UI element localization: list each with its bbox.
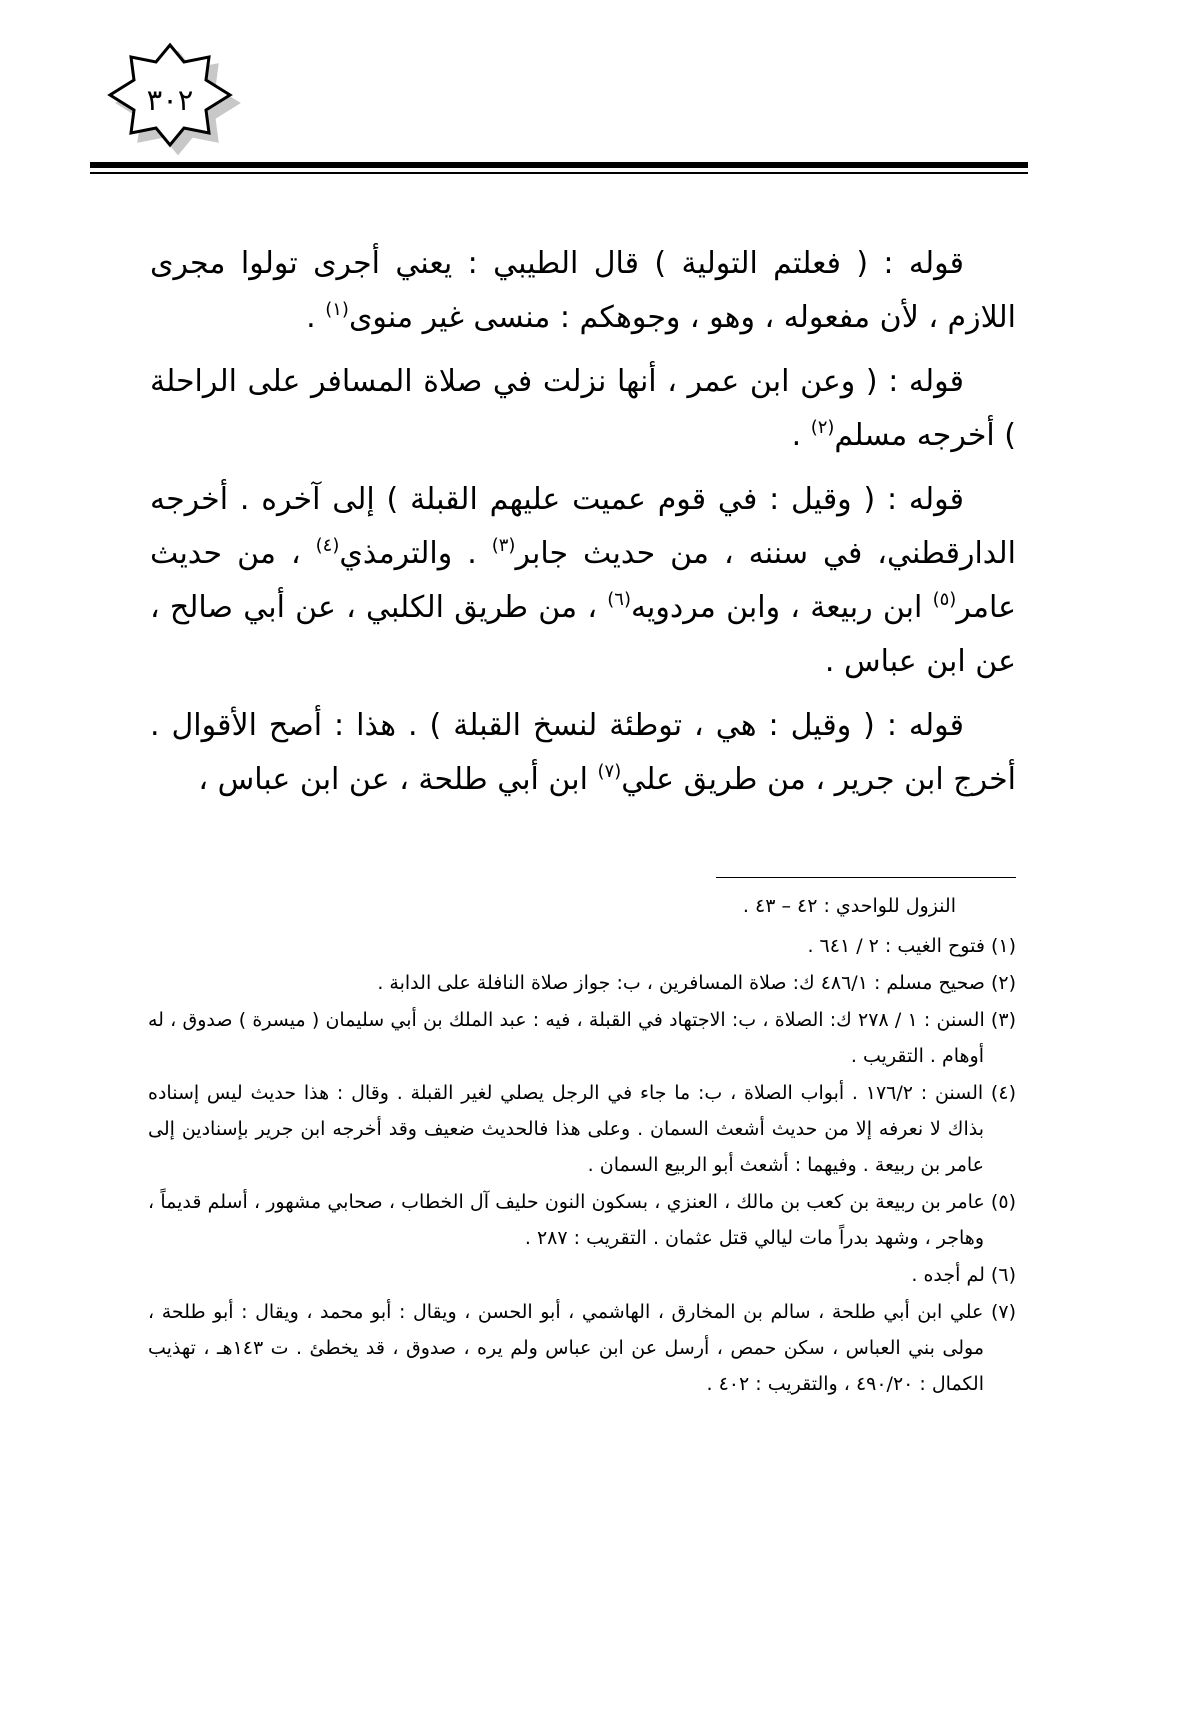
text-segment: ، من حديث عامر — [150, 536, 1016, 625]
text-segment: قوله : ( وعن ابن عمر ، أنها نزلت في صلاة المسافر على الراحلة ) أخرجه مسلم — [150, 364, 1016, 453]
footnote-item: (٤) السنن : ١٧٦/٢ . أبواب الصلاة ، ب: ما جاء في الرجل يصلي لغير القبلة . وقال : هذا حديث ليس إسناده بذاك لا نعرفه إلا من حديث أشعث السمان . وعلى هذا فالحديث ضعيف وقد أخرجه ابن جرير بإسنادين إلى عامر بن ربيعة . وفيهما : أشعث أبو الربيع السمان . — [148, 1082, 1016, 1176]
main-text — [150, 237, 1016, 817]
footnote-ref: (٤) — [315, 535, 340, 556]
footnote-list — [148, 928, 1016, 1402]
footnote-ref: (١) — [325, 299, 349, 320]
footnote-ref: (٧) — [597, 761, 622, 782]
paragraph — [150, 699, 1016, 807]
text-segment: قوله : ( وقيل : هي ، توطئة لنسخ القبلة ) . هذا : أصح الأقوال . أخرج ابن جرير ، من طريق علي — [150, 708, 1016, 797]
footnote-item: (١) فتوح الغيب : ٢ / ٦٤١ . — [807, 935, 1016, 957]
footnote-item: (٣) السنن : ١ / ٢٧٨ ك: الصلاة ، ب: الاجتهاد في القبلة ، فيه : عبد الملك بن أبي سليمان ( ميسرة ) صدوق ، له أوهام . التقريب . — [148, 1009, 1016, 1067]
footnote-item: (٦) لم أجده . — [911, 1264, 1016, 1286]
footnote-ref: (٥) — [932, 589, 957, 610]
text-segment: . — [791, 418, 811, 453]
footnote-separator — [716, 877, 1016, 878]
footnote-ref: (٦) — [607, 589, 631, 610]
paragraph — [150, 473, 1016, 689]
text-segment: ابن ربيعة ، وابن مردويه — [630, 590, 933, 625]
header-rule — [90, 162, 1028, 168]
footnote-source: النزول للواحدي : ٤٢ – ٤٣ . — [742, 895, 956, 917]
text-segment: ابن أبي طلحة ، عن ابن عباس ، — [198, 762, 598, 797]
footnote-item: (٢) صحيح مسلم : ٤٨٦/١ ك: صلاة المسافرين ، ب: جواز صلاة النافلة على الدابة . — [377, 972, 1016, 994]
header-rule-thin — [90, 172, 1028, 174]
footnote-ref: (٣) — [491, 535, 516, 556]
paragraph — [150, 355, 1016, 463]
footnote-item: (٥) عامر بن ربيعة بن كعب بن مالك ، العنزي ، بسكون النون حليف آل الخطاب ، صحابي مشهور ، أسلم قديماً ، وهاجر ، وشهد بدراً مات ليالي قتل عثمان . التقريب : ٢٨٧ . — [148, 1191, 1016, 1249]
paragraph — [150, 237, 1016, 345]
page-number: ٣٠٢ — [146, 83, 194, 117]
text-segment: . والترمذي — [339, 536, 492, 571]
footnotes — [148, 888, 1016, 1403]
text-segment: قوله : ( فعلتم التولية ) قال الطيبي : يعني أجرى تولوا مجرى اللازم ، لأن مفعوله ، وهو ، وجوهكم : منسى غير منوى — [150, 246, 1016, 335]
text-segment: ، من طريق الكلبي ، عن أبي صالح ، عن ابن عباس . — [150, 590, 1016, 679]
text-segment: . — [306, 300, 326, 335]
footnote-ref: (٢) — [810, 417, 835, 438]
page-number-badge — [100, 40, 250, 170]
footnote-item: (٧) علي ابن أبي طلحة ، سالم بن المخارق ، الهاشمي ، أبو الحسن ، ويقال : أبو محمد ، ويقال : أبو طلحة ، مولى بني العباس ، سكن حمص ، أرسل عن ابن عباس ولم يره ، صدوق ، قد يخطئ . ت ١٤٣هـ ، تهذيب الكمال : ٤٩٠/٢٠ ، والتقريب : ٤٠٢ . — [148, 1301, 1016, 1395]
text-segment: قوله : ( وقيل : في قوم عميت عليهم القبلة ) إلى آخره . أخرجه الدارقطني، في سننه ، من حديث جابر — [150, 482, 1016, 571]
